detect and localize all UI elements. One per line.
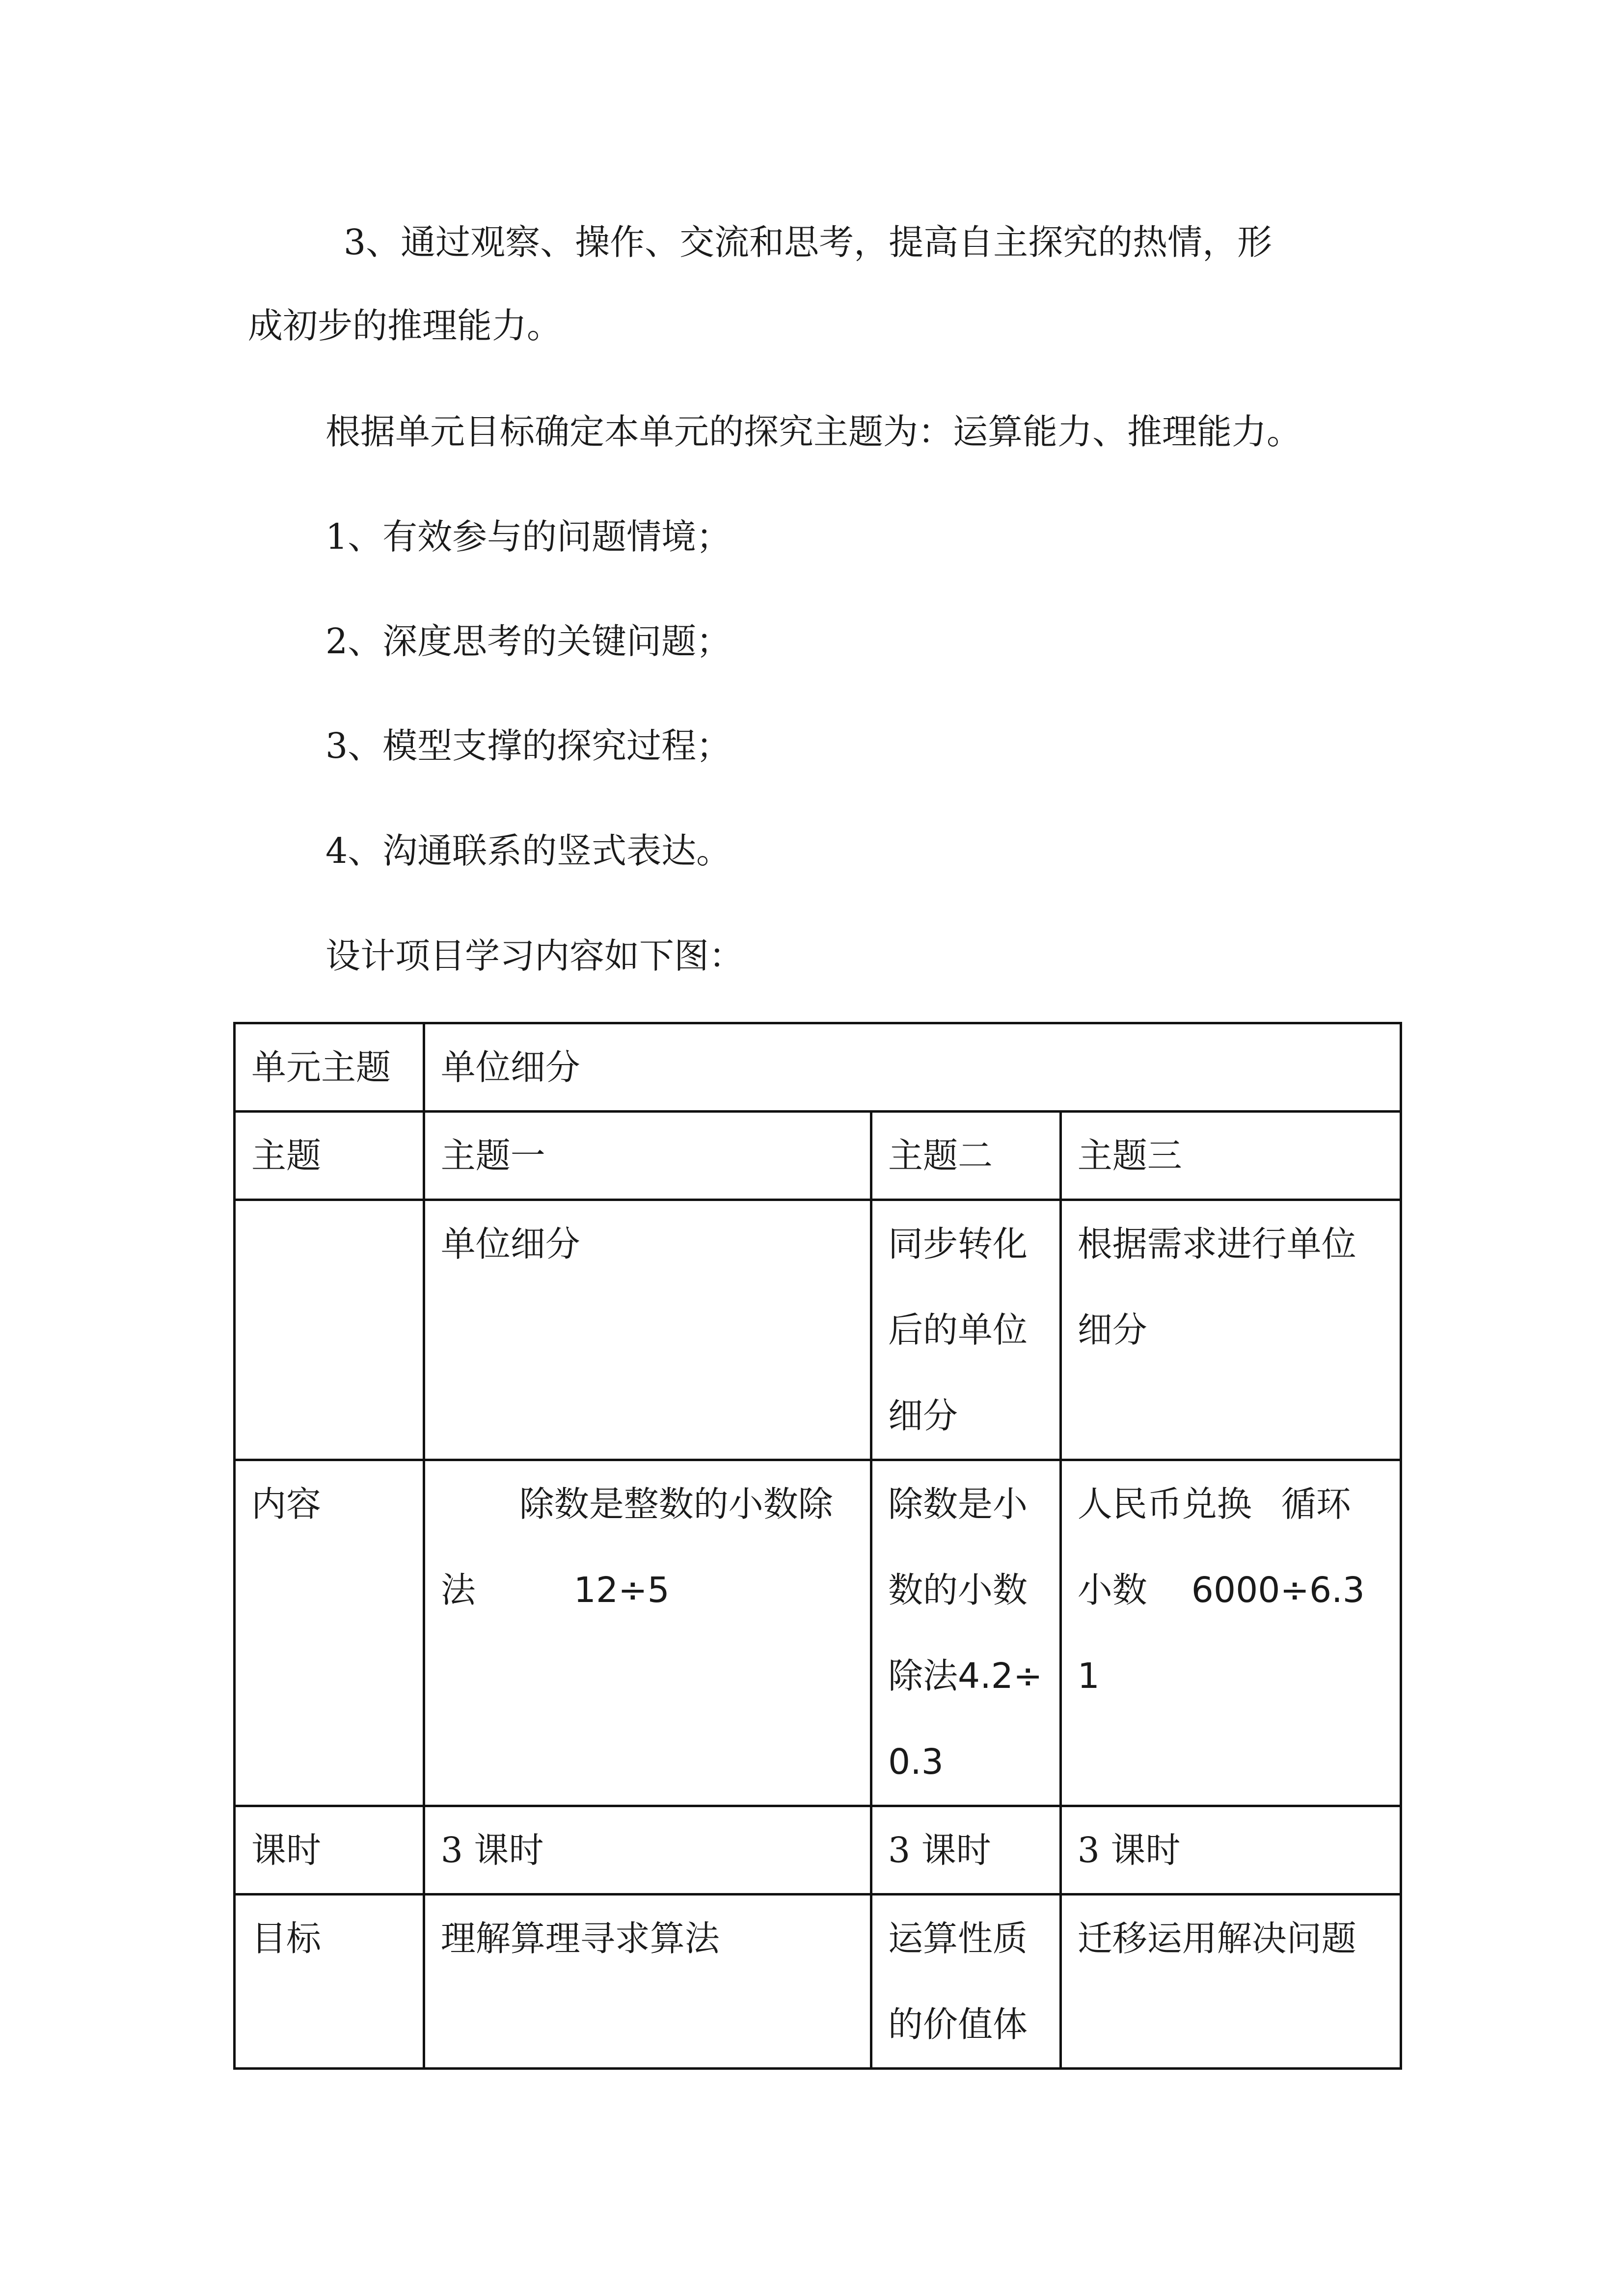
content-1-expr: 12÷5 xyxy=(573,1570,670,1610)
table-row-unit-theme xyxy=(235,1023,1401,1112)
project-learning-table xyxy=(233,1022,1402,2070)
table-row-goal xyxy=(235,1895,1401,2069)
cell-content-1 xyxy=(424,1460,871,1806)
table-row-content xyxy=(235,1460,1401,1806)
cell-goal-2: 运算性质的价值体 xyxy=(871,1895,1061,2069)
cell-unit-theme-label: 单元主题 xyxy=(235,1023,424,1112)
cell-subtheme-1: 单位细分 xyxy=(424,1200,871,1460)
content-3-text-1: 人民币兑换 xyxy=(1077,1484,1252,1524)
paragraph-table-intro: 设计项目学习内容如下图： xyxy=(325,935,744,976)
cell-goal-1: 理解算理寻求算法 xyxy=(424,1895,871,2069)
table-row-theme xyxy=(235,1112,1401,1200)
cell-theme-3: 主题三 xyxy=(1060,1112,1401,1200)
cell-theme-1: 主题一 xyxy=(424,1112,871,1200)
cell-content-3 xyxy=(1060,1460,1401,1806)
cell-subtheme-label xyxy=(235,1200,424,1460)
list-item-1: 1、有效参与的问题情境； xyxy=(325,516,731,557)
cell-goal-label: 目标 xyxy=(235,1895,424,2069)
table-row-hours xyxy=(235,1806,1401,1895)
table-row-subtheme xyxy=(235,1200,1401,1460)
list-item-4: 4、沟通联系的竖式表达。 xyxy=(325,830,731,871)
cell-theme-label: 主题 xyxy=(235,1112,424,1200)
cell-subtheme-2: 同步转化后的单位细分 xyxy=(871,1200,1061,1460)
cell-unit-theme-value: 单位细分 xyxy=(424,1023,1401,1112)
content-2-expr: 4.2÷0.3 xyxy=(888,1655,1043,1782)
paragraph-theme-summary: 根据单元目标确定本单元的探究主题为：运算能力、推理能力。 xyxy=(325,411,1302,452)
paragraph-goal-3-line2: 成初步的推理能力。 xyxy=(248,305,562,346)
cell-goal-3: 迁移运用解决问题 xyxy=(1060,1895,1401,2069)
content-1-text: 除数是整数的小数除法 xyxy=(440,1484,833,1610)
content-2-text: 除数是小数的小数除法 xyxy=(888,1484,1028,1696)
paragraph-goal-3-line1: 3、通过观察、操作、交流和思考，提高自主探究的热情，形 xyxy=(344,222,1272,263)
cell-theme-2: 主题二 xyxy=(871,1112,1061,1200)
cell-content-2 xyxy=(871,1460,1061,1806)
cell-subtheme-3: 根据需求进行单位细分 xyxy=(1060,1200,1401,1460)
content-3-expr: 6000÷6.31 xyxy=(1077,1570,1365,1696)
cell-content-label: 内容 xyxy=(235,1460,424,1806)
list-item-3: 3、模型支撑的探究过程； xyxy=(325,725,731,766)
content-3-text-2: 循环小数 xyxy=(1077,1484,1351,1610)
cell-hours-1: 3 课时 xyxy=(424,1806,871,1895)
list-item-2: 2、深度思考的关键问题； xyxy=(325,621,731,662)
cell-hours-3: 3 课时 xyxy=(1060,1806,1401,1895)
cell-hours-label: 课时 xyxy=(235,1806,424,1895)
cell-hours-2: 3 课时 xyxy=(871,1806,1061,1895)
